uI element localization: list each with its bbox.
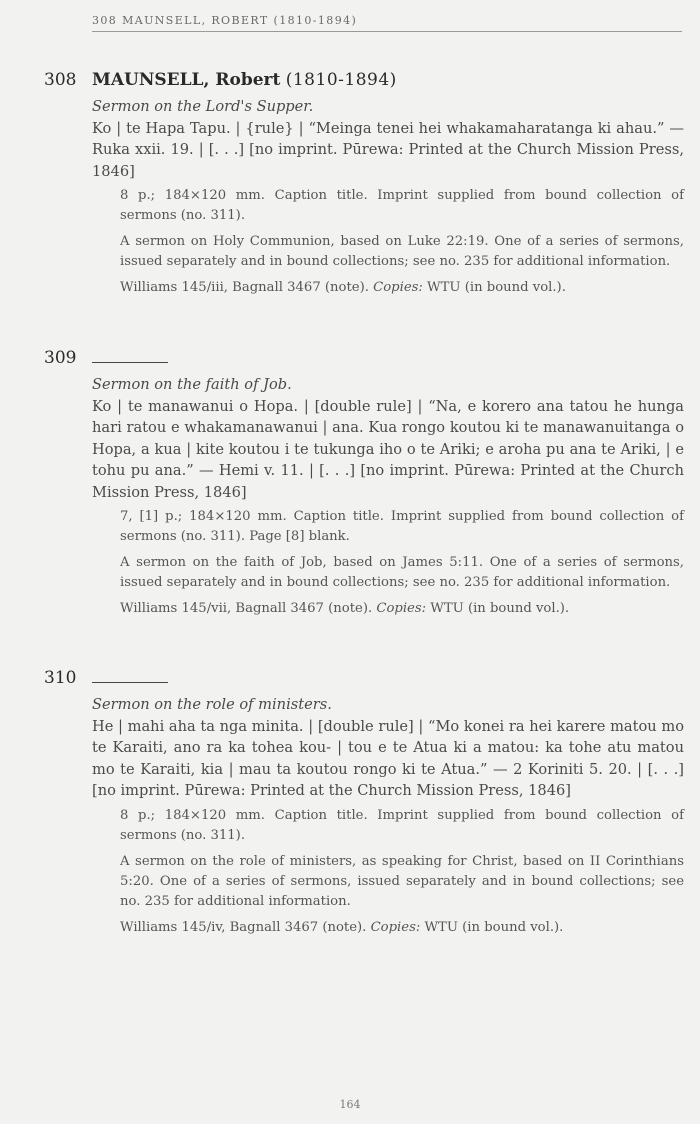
author-dates: (1810-1894): [285, 70, 397, 90]
title-block: [92, 96, 684, 182]
entry-number: 310: [44, 668, 77, 688]
entry-author: [92, 70, 397, 90]
copies-label: Copies:: [370, 919, 421, 935]
transcription: Ko | te manawanui o Hopa. | [double rule] | “Na, e korero ana tatou he hunga hari ratou e whakamanawanui | ana. Kua rongo koutou ki te manawanuitanga o Hopa, a kua | kite koutou i te tukunga iho o te Ariki; e aroha pu ana te Ariki, | e tohu pu ana.” — Hemi v. 11. | [. . .] [no imprint. Pūrewa: Printed at the Church Mission Press, 1846]: [92, 397, 684, 501]
copies-label: Copies:: [373, 280, 423, 295]
page-number: 164: [339, 1098, 361, 1111]
author-name: MAUNSELL, Robert: [92, 70, 281, 90]
title-block: [92, 374, 684, 503]
references: [120, 278, 684, 298]
copies-holdings: WTU (in bound vol.).: [430, 601, 570, 616]
references: [120, 599, 684, 619]
copies-holdings: WTU (in bound vol.).: [424, 919, 564, 935]
entry-number: 309: [44, 348, 77, 368]
entry-title: Sermon on the role of ministers.: [92, 696, 332, 713]
content-note: A sermon on Holy Communion, based on Luke 22:19. One of a series of sermons, issued separately and in bound collections; see no. 235 for additional information.: [120, 234, 684, 269]
author-repeat-rule: [92, 362, 168, 363]
transcription: Ko | te Hapa Tapu. | {rule} | “Meinga tenei hei whakamaharatanga ki ahau.” — Ruka xxii. 19. | [. . .] [no imprint. Pūrewa: Printed at the Church Mission Press, 1846]: [92, 119, 684, 180]
copies-label: Copies:: [376, 601, 427, 616]
physical-description: 7, [1] p.; 184×120 mm. Caption title. Imprint supplied from bound collection of sermons (no. 311). Page [8] blank.: [120, 509, 684, 544]
author-repeat-rule: [92, 682, 168, 683]
copies-holdings: WTU (in bound vol.).: [427, 280, 566, 295]
entry-309: [44, 348, 684, 625]
physical-description: 8 p.; 184×120 mm. Caption title. Imprint supplied from bound collection of sermons (no. 311).: [120, 807, 684, 843]
notes: [120, 507, 684, 619]
reference-list: Williams 145/iii, Bagnall 3467 (note).: [120, 280, 369, 295]
physical-description: 8 p.; 184×120 mm. Caption title. Imprint supplied from bound collection of sermons (no. 311).: [120, 188, 684, 223]
transcription: He | mahi aha ta nga minita. | [double rule] | “Mo konei ra hei karere matou mo te Karaiti, ano ra ka tohea kou- | tou e te Atua ki a matou: ka tohe atu matou mo te Karaiti, kia | mau ta koutou rongo ki te Atua.” — 2 Koriniti 5. 20. | [. . .] [no imprint. Pūrewa: Printed at the Church Mission Press, 1846]: [92, 717, 684, 799]
entry-308: [44, 70, 684, 304]
content-note: A sermon on the faith of Job, based on James 5:11. One of a series of sermons, issued separately and in bound collections; see no. 235 for additional information.: [120, 555, 684, 590]
reference-list: Williams 145/vii, Bagnall 3467 (note).: [120, 601, 373, 616]
title-block: [92, 694, 684, 802]
reference-list: Williams 145/iv, Bagnall 3467 (note).: [120, 919, 367, 935]
running-head: 308 MAUNSELL, ROBERT (1810-1894): [92, 14, 682, 32]
content-note: A sermon on the role of ministers, as speaking for Christ, based on II Corinthians 5:20. One of a series of sermons, issued separately and in bound collections; see no. 235 for additional information.: [120, 853, 684, 909]
references: [120, 918, 684, 938]
entry-number: 308: [44, 70, 77, 90]
entry-title: Sermon on the Lord's Supper.: [92, 98, 314, 115]
entry-310: [44, 668, 684, 944]
notes: [120, 186, 684, 298]
notes: [120, 806, 684, 938]
entry-title: Sermon on the faith of Job.: [92, 376, 292, 393]
